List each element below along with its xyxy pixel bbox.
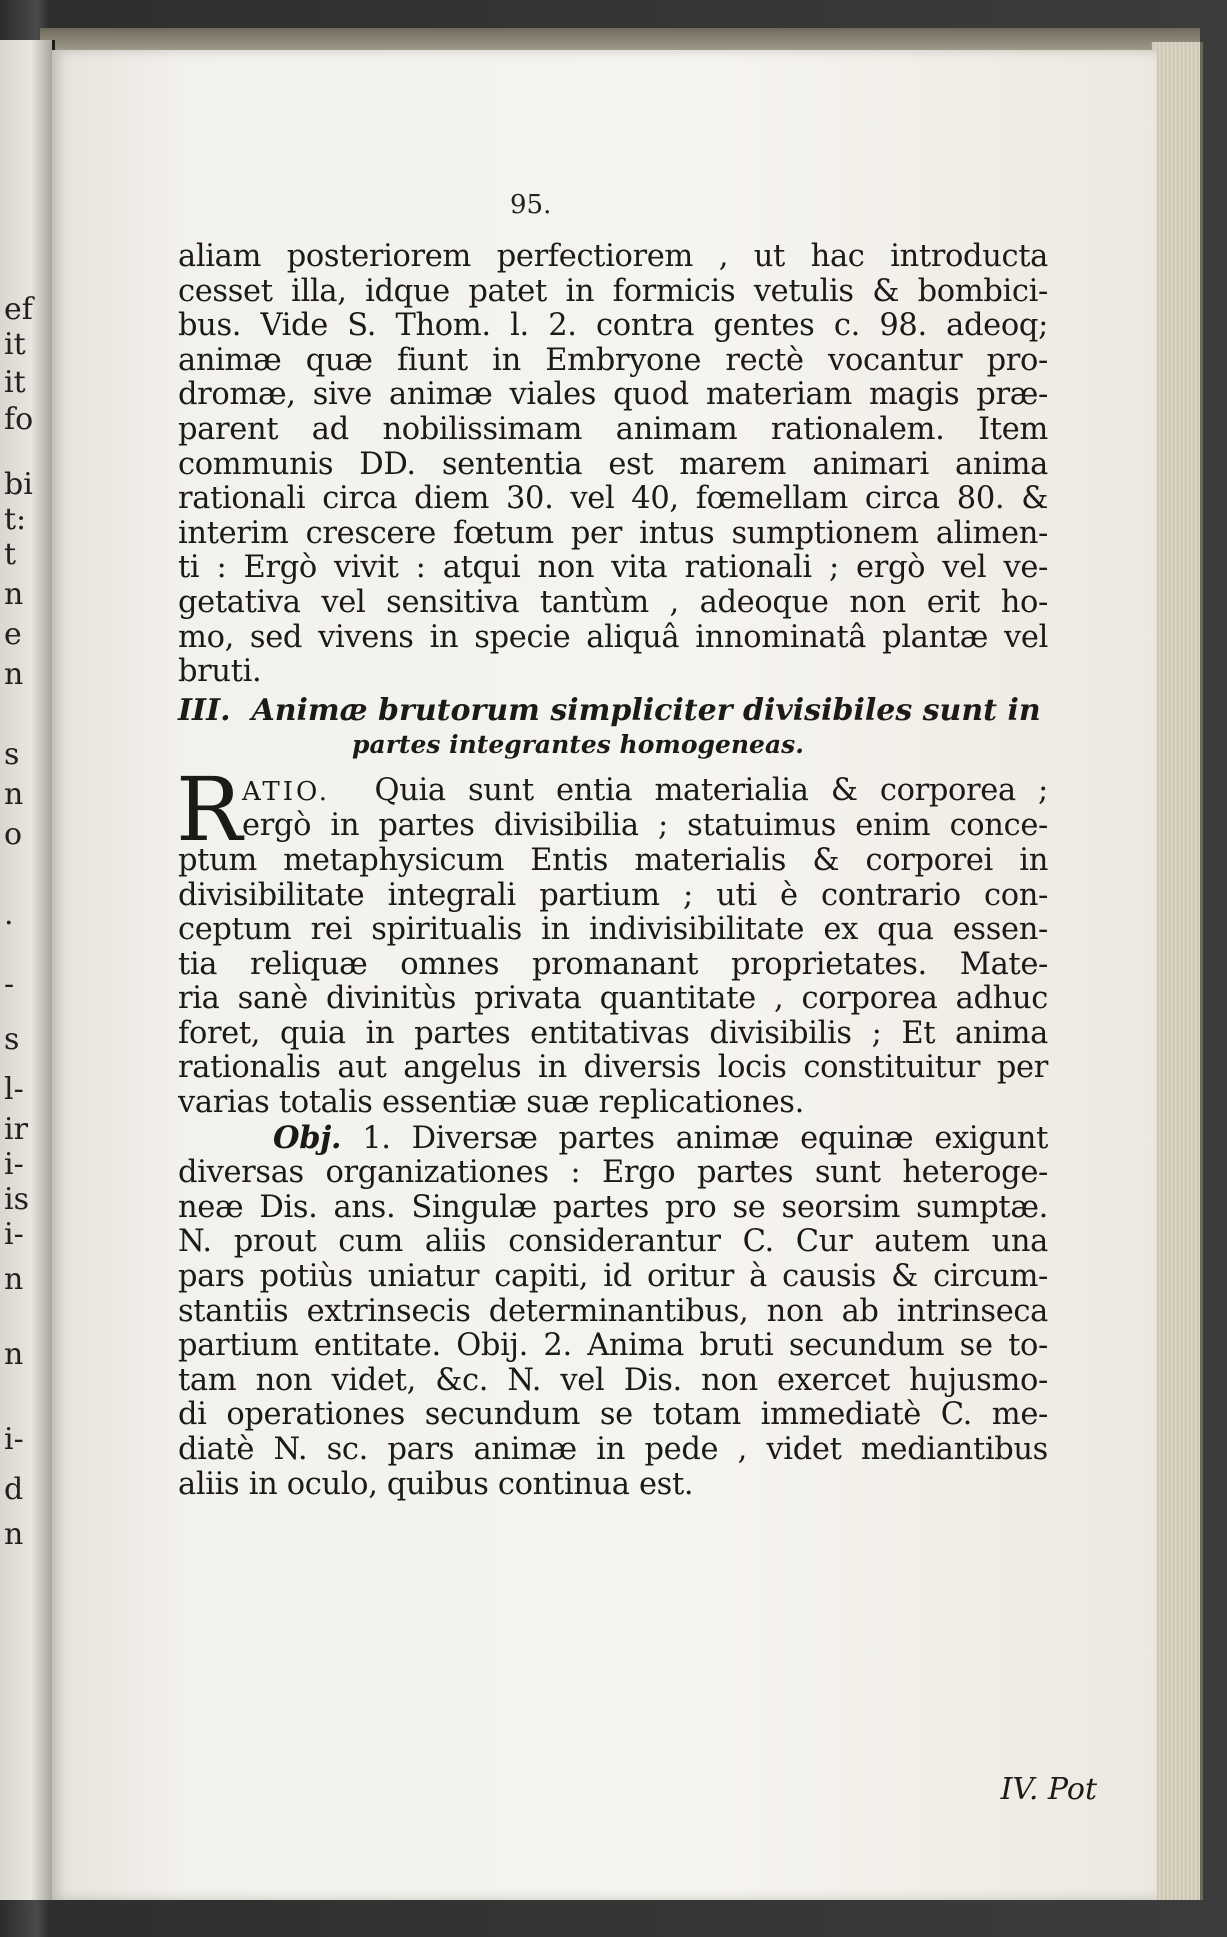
page-number: 95. — [510, 190, 552, 220]
text-line: stantiis extrinsecis determinantibus, non ab intrinseca — [178, 1293, 1048, 1329]
previous-page-fragment: ir — [4, 1112, 28, 1147]
text-line: ti : Ergò vivit : atqui non vita rationali ; ergò vel ve- — [178, 550, 1048, 586]
previous-page-fragment: fo — [4, 402, 34, 437]
heading-number: III. — [178, 692, 231, 728]
text-line: partium entitate. Obij. 2. Anima bruti secundum se to- — [178, 1328, 1048, 1364]
previous-page-fragment: n — [4, 1337, 24, 1372]
objection-lines — [178, 1156, 1048, 1502]
text-line: ceptum rei spiritualis in indivisibilitate ex qua essen- — [178, 912, 1048, 948]
text-line: aliam posteriorem perfectiorem , ut hac introducta — [178, 239, 1048, 274]
catchword: IV. Pot — [1000, 1772, 1097, 1807]
previous-page-fragment: . — [4, 897, 14, 932]
objection-line-1 — [178, 1121, 1048, 1157]
objection-line-1-text: 1. Diversæ partes animæ equinæ exigunt — [362, 1120, 1048, 1156]
previous-page-fragment: n — [4, 1517, 24, 1552]
previous-page-fragment: is — [4, 1182, 29, 1217]
previous-page-fragment: l- — [4, 1072, 24, 1107]
text-line: bruti. — [178, 654, 262, 690]
text-line: rationali circa diem 30. vel 40, fœmellam circa 80. & — [178, 481, 1048, 517]
opening-paragraph — [178, 240, 1048, 690]
text-line: bus. Vide S. Thom. l. 2. contra gentes c. 98. adeoq; — [178, 308, 1048, 344]
ratio-line-2: ergò in partes divisibilia ; statuimus enim conce- — [242, 808, 1048, 844]
previous-page-fragment: it — [4, 327, 26, 362]
previous-page-fragment: s — [4, 1022, 20, 1057]
page-block-edge — [1150, 42, 1203, 1900]
text-line: communis DD. sententia est marem animari anima — [178, 446, 1048, 482]
previous-page-fragment: it — [4, 365, 26, 400]
text-line: N. prout cum aliis considerantur C. Cur autem una — [178, 1224, 1048, 1260]
text-line: cesset illa, idque patet in formicis vetulis & bombici- — [178, 273, 1048, 309]
ratio-paragraph — [176, 757, 1048, 1121]
drop-cap: R — [176, 757, 243, 861]
text-line: animæ quæ fiunt in Embryone rectè vocantur pro- — [178, 342, 1048, 378]
previous-page-fragment: i- — [4, 1217, 24, 1252]
previous-page-fragment: e — [4, 617, 22, 652]
book-page — [52, 50, 1157, 1900]
previous-page-edge — [0, 40, 55, 1900]
ratio-smallcaps: ATIO. — [242, 776, 331, 807]
text-line: getativa vel sensitiva tantùm , adeoque non erit ho- — [178, 584, 1048, 620]
previous-page-fragment: o — [4, 817, 23, 852]
text-line: diatè N. sc. pars animæ in pede , videt mediantibus — [178, 1432, 1048, 1467]
text-line: parent ad nobilissimam animam rationalem. Item — [178, 411, 1048, 447]
text-line: mo, sed vivens in specie aliquâ innominatâ plantæ vel — [178, 619, 1048, 655]
ratio-lines — [178, 844, 1048, 1121]
text-line: neæ Dis. ans. Singulæ partes pro se seorsim sumptæ. — [178, 1189, 1048, 1225]
previous-page-fragment: ef — [4, 292, 33, 327]
objections-paragraph — [178, 1121, 1048, 1503]
objection-label: Obj. — [273, 1119, 342, 1156]
text-line: varias totalis essentiæ suæ replicationes. — [178, 1085, 804, 1121]
text-line: rationalis aut angelus in diversis locis constituitur per — [178, 1050, 1048, 1086]
ratio-line-1-text: Quia sunt entia materialia & corporea ; — [374, 772, 1048, 808]
previous-page-fragment: n — [4, 657, 24, 692]
previous-page-fragment: s — [4, 737, 20, 772]
previous-page-fragment: n — [4, 577, 24, 612]
previous-page-fragment: n — [4, 777, 24, 812]
ratio-line-1 — [178, 774, 1048, 810]
text-line: ria sanè divinitùs privata quantitate , corporea adhuc — [178, 981, 1048, 1017]
text-line: ptum metaphysicum Entis materialis & corporei in — [178, 842, 1048, 878]
heading-line-2: partes integrantes homogeneas. — [352, 729, 804, 759]
text-line: pars potiùs uniatur capiti, id oritur à causis & circum- — [178, 1259, 1048, 1295]
section-heading — [178, 692, 1048, 760]
previous-page-fragment: t: — [4, 502, 27, 537]
previous-page-fragment: i- — [4, 1422, 24, 1457]
previous-page-fragment: i- — [4, 1147, 24, 1182]
heading-line-1 — [178, 692, 1048, 730]
text-line: dromæ, sive animæ viales quod materiam magis præ- — [178, 377, 1048, 413]
previous-page-fragment: d — [4, 1472, 24, 1507]
previous-page-fragment: bi — [4, 467, 33, 502]
text-line: diversas organizationes : Ergo partes sunt heteroge- — [178, 1155, 1048, 1191]
previous-page-fragment: - — [4, 967, 15, 1002]
previous-page-fragment: n — [4, 1262, 24, 1297]
text-line: interim crescere fœtum per intus sumptionem alimen- — [178, 515, 1048, 551]
text-line: di operationes secundum se totam immediatè C. me- — [178, 1397, 1048, 1433]
text-line: divisibilitate integrali partium ; uti è contrario con- — [178, 877, 1048, 913]
previous-page-fragment: t — [4, 537, 17, 572]
heading-title: Animæ brutorum simpliciter divisibiles sunt in — [251, 692, 1041, 728]
text-line: tia reliquæ omnes promanant proprietates. Mate- — [178, 946, 1048, 982]
text-line: foret, quia in partes entitativas divisibilis ; Et anima — [178, 1015, 1048, 1051]
text-line: tam non videt, &c. N. vel Dis. non exercet hujusmo- — [178, 1362, 1048, 1398]
page-text — [178, 240, 1048, 1502]
text-line: aliis in oculo, quibus continua est. — [178, 1466, 694, 1502]
